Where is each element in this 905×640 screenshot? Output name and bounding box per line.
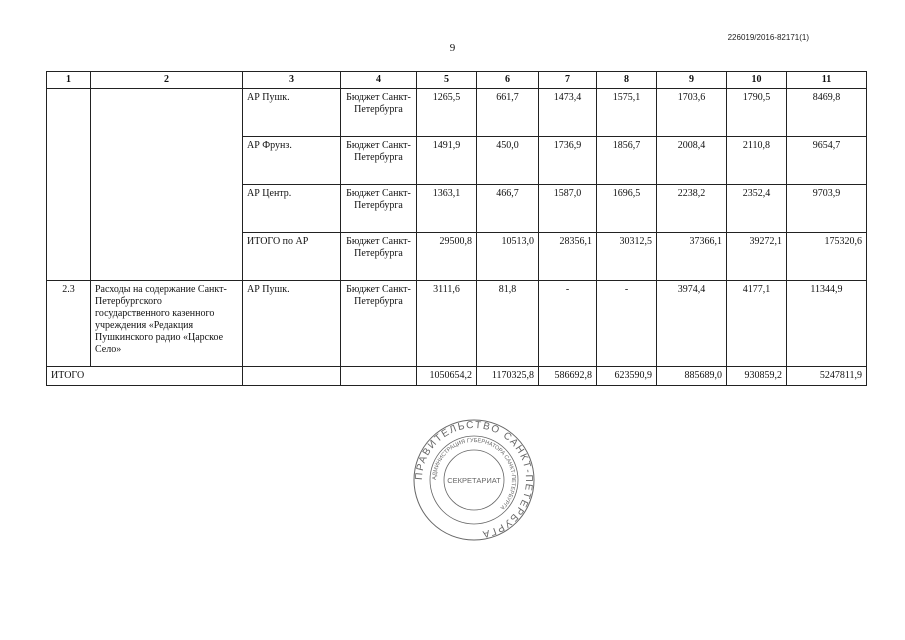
value-cell: 1703,6 xyxy=(657,89,727,137)
source-cell: Бюджет Санкт-Петербурга xyxy=(341,137,417,185)
value-cell: 1736,9 xyxy=(539,137,597,185)
value-cell: 1491,9 xyxy=(417,137,477,185)
value-cell: 37366,1 xyxy=(657,233,727,281)
source-cell: Бюджет Санкт-Петербурга xyxy=(341,281,417,367)
value-cell: - xyxy=(597,281,657,367)
value-cell: 30312,5 xyxy=(597,233,657,281)
district-cell: АР Пушк. xyxy=(243,281,341,367)
district-cell: АР Пушк. xyxy=(243,89,341,137)
value-cell: 1790,5 xyxy=(727,89,787,137)
table-row xyxy=(47,281,867,367)
value-cell: 466,7 xyxy=(477,185,539,233)
value-cell: 1265,5 xyxy=(417,89,477,137)
value-cell: 9654,7 xyxy=(787,137,867,185)
col-header: 3 xyxy=(243,72,341,89)
value-cell: 175320,6 xyxy=(787,233,867,281)
col-header: 10 xyxy=(727,72,787,89)
col-header: 9 xyxy=(657,72,727,89)
page-number: 9 xyxy=(449,42,456,54)
value-cell: 39272,1 xyxy=(727,233,787,281)
value-cell: 661,7 xyxy=(477,89,539,137)
stamp-outer-text: ПРАВИТЕЛЬСТВО САНКТ-ПЕТЕРБУРГА xyxy=(413,419,535,540)
total-value-cell: 885689,0 xyxy=(657,367,727,386)
empty-cell xyxy=(341,367,417,386)
stamp-inner-text: АДМИНИСТРАЦИЯ ГУБЕРНАТОРА САНКТ-ПЕТЕРБУРГА xyxy=(431,437,517,511)
table-row xyxy=(47,89,867,137)
total-value-cell: 930859,2 xyxy=(727,367,787,386)
total-value-cell: 586692,8 xyxy=(539,367,597,386)
value-cell: 1696,5 xyxy=(597,185,657,233)
source-cell: Бюджет Санкт-Петербурга xyxy=(341,89,417,137)
document-id: 226019/2016-82171(1) xyxy=(727,33,809,42)
value-cell: 81,8 xyxy=(477,281,539,367)
value-cell: 2110,8 xyxy=(727,137,787,185)
value-cell: 2238,2 xyxy=(657,185,727,233)
value-cell: 1575,1 xyxy=(597,89,657,137)
value-cell: 28356,1 xyxy=(539,233,597,281)
value-cell: 450,0 xyxy=(477,137,539,185)
total-label: ИТОГО xyxy=(47,367,243,386)
total-value-cell: 623590,9 xyxy=(597,367,657,386)
value-cell: 1473,4 xyxy=(539,89,597,137)
value-cell: 1856,7 xyxy=(597,137,657,185)
description-cell: Расходы на содержание Санкт-Петербургского государственного казенного учреждения «Редакция Пушкинского радио «Царское Село» xyxy=(91,281,243,367)
value-cell: 4177,1 xyxy=(727,281,787,367)
total-value-cell: 5247811,9 xyxy=(787,367,867,386)
value-cell: 3974,4 xyxy=(657,281,727,367)
description-cell xyxy=(91,89,243,281)
district-cell: ИТОГО по АР xyxy=(243,233,341,281)
value-cell: 29500,8 xyxy=(417,233,477,281)
row-number-cell xyxy=(47,89,91,281)
value-cell: 10513,0 xyxy=(477,233,539,281)
source-cell: Бюджет Санкт-Петербурга xyxy=(341,233,417,281)
district-cell: АР Фрунз. xyxy=(243,137,341,185)
total-row xyxy=(47,367,867,386)
col-header: 2 xyxy=(91,72,243,89)
stamp-center-text: СЕКРЕТАРИАТ xyxy=(447,476,501,485)
empty-cell xyxy=(243,367,341,386)
total-value-cell: 1050654,2 xyxy=(417,367,477,386)
value-cell: 1587,0 xyxy=(539,185,597,233)
col-header: 7 xyxy=(539,72,597,89)
value-cell: 9703,9 xyxy=(787,185,867,233)
value-cell: 11344,9 xyxy=(787,281,867,367)
row-number-cell: 2.3 xyxy=(47,281,91,367)
source-cell: Бюджет Санкт-Петербурга xyxy=(341,185,417,233)
col-header: 1 xyxy=(47,72,91,89)
budget-table xyxy=(46,71,867,386)
col-header: 11 xyxy=(787,72,867,89)
value-cell: - xyxy=(539,281,597,367)
total-value-cell: 1170325,8 xyxy=(477,367,539,386)
official-stamp xyxy=(412,418,536,542)
header-row xyxy=(47,72,867,89)
col-header: 6 xyxy=(477,72,539,89)
col-header: 4 xyxy=(341,72,417,89)
col-header: 5 xyxy=(417,72,477,89)
value-cell: 8469,8 xyxy=(787,89,867,137)
value-cell: 2352,4 xyxy=(727,185,787,233)
value-cell: 1363,1 xyxy=(417,185,477,233)
district-cell: АР Центр. xyxy=(243,185,341,233)
value-cell: 3111,6 xyxy=(417,281,477,367)
col-header: 8 xyxy=(597,72,657,89)
value-cell: 2008,4 xyxy=(657,137,727,185)
